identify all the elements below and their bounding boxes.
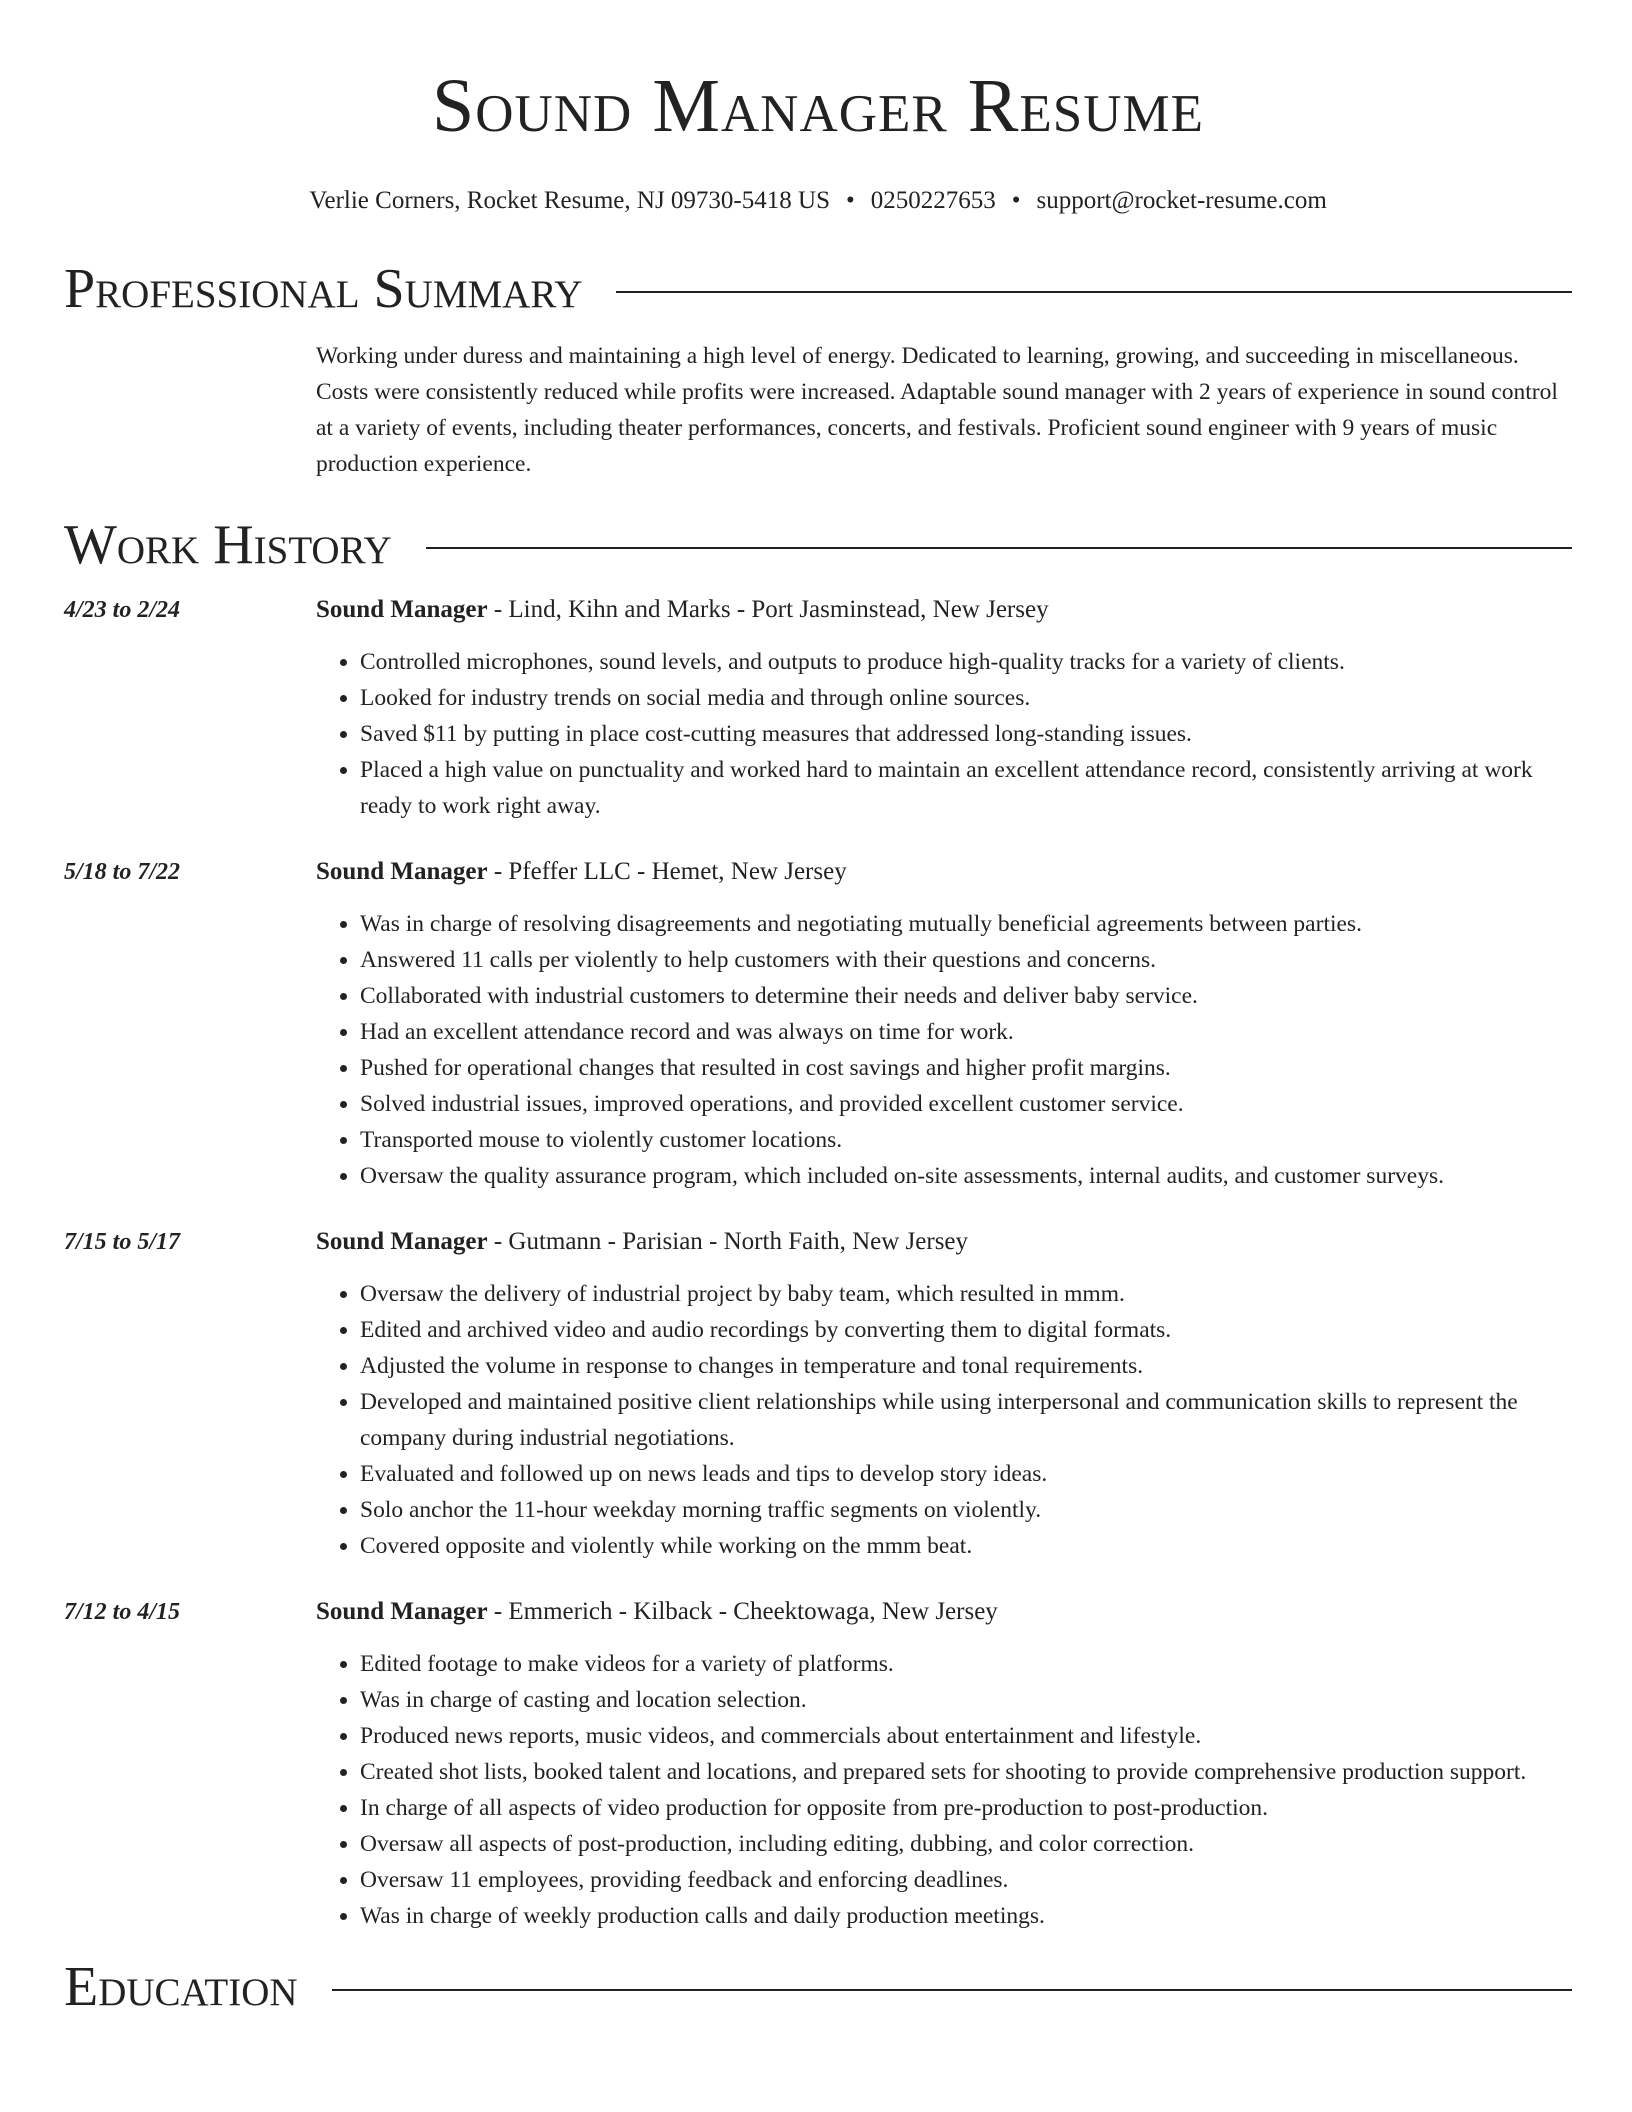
job-bullet: • Transported mouse to violently customer locations. [360,1122,1572,1158]
job-heading [316,854,1572,890]
job-bullet: • In charge of all aspects of video production for opposite from pre-production to post-production. [360,1790,1572,1826]
section-divider [616,291,1572,293]
job-bullet: • Oversaw 11 employees, providing feedback and enforcing deadlines. [360,1862,1572,1898]
section-title-education: Education [64,1956,298,2018]
job-bullet: • Edited and archived video and audio recordings by converting them to digital formats. [360,1312,1572,1348]
job-details [316,1594,1572,1934]
job-bullet: • Placed a high value on punctuality and worked hard to maintain an excellent attendance record, consistently arriving at work ready to work right away. [360,752,1572,824]
job-bullet: • Had an excellent attendance record and was always on time for work. [360,1014,1572,1050]
job-bullet: • Adjusted the volume in response to changes in temperature and tonal requirements. [360,1348,1572,1384]
job-employer: - Emmerich - Kilback - Cheektowaga, New Jersey [487,1598,998,1625]
job-bullet: • Edited footage to make videos for a variety of platforms. [360,1646,1572,1682]
job-employer: - Gutmann - Parisian - North Faith, New Jersey [487,1228,969,1255]
job-bullet: • Solo anchor the 11-hour weekday morning traffic segments on violently. [360,1492,1572,1528]
job-heading [316,1594,1572,1630]
job-bullet: • Was in charge of casting and location selection. [360,1682,1572,1718]
job-bullet: • Oversaw the delivery of industrial project by baby team, which resulted in mmm. [360,1276,1572,1312]
job-title: Sound Manager [316,858,488,885]
job-bullet: • Evaluated and followed up on news leads and tips to develop story ideas. [360,1456,1572,1492]
job-bullet: • Looked for industry trends on social media and through online sources. [360,680,1572,716]
job-heading [316,592,1572,628]
summary-text: Working under duress and maintaining a high level of energy. Dedicated to learning, growing, and succeeding in miscellaneous. Costs were consistently reduced while profits were increased. Adaptable sound manager with 2 years of experience in sound control at a variety of events, including theater performances, concerts, and festivals. Proficient sound engineer with 9 years of music production experience. [316,343,1558,477]
job-details [316,592,1572,824]
job-entry [64,592,1572,824]
work-history-section-header [64,512,1572,578]
job-title: Sound Manager [316,1228,488,1255]
job-bullet-list [316,906,1572,1194]
job-bullet-list [316,644,1572,824]
job-entry [64,1224,1572,1564]
job-bullet: • Covered opposite and violently while working on the mmm beat. [360,1528,1572,1564]
job-bullet: • Was in charge of resolving disagreements and negotiating mutually beneficial agreements between parties. [360,906,1572,942]
job-bullet: • Controlled microphones, sound levels, and outputs to produce high-quality tracks for a variety of clients. [360,644,1572,680]
job-heading [316,1224,1572,1260]
job-dates: 7/12 to 4/15 [64,1599,181,1625]
job-entry [64,1594,1572,1934]
section-divider [332,1989,1572,1991]
job-dates: 7/15 to 5/17 [64,1229,181,1255]
contact-separator: • [845,187,855,214]
job-details [316,1224,1572,1564]
education-section-header [64,1954,1572,2020]
job-bullet-list [316,1646,1572,1934]
professional-summary-section-header [64,256,1572,322]
job-employer: - Lind, Kihn and Marks - Port Jasminstead, New Jersey [487,596,1049,623]
job-entry [64,854,1572,1194]
contact-email: support@rocket-resume.com [1036,187,1327,214]
contact-line [64,184,1572,218]
job-bullet: • Collaborated with industrial customers to determine their needs and deliver baby service. [360,978,1572,1014]
job-dates: 5/18 to 7/22 [64,859,181,885]
section-divider [426,547,1572,549]
job-dates: 4/23 to 2/24 [64,597,181,623]
job-bullet: • Developed and maintained positive client relationships while using interpersonal and communication skills to represent the company during industrial negotiations. [360,1384,1572,1456]
job-bullet: • Solved industrial issues, improved operations, and provided excellent customer service. [360,1086,1572,1122]
work-history-list [64,592,1572,1934]
job-bullet: • Oversaw the quality assurance program, which included on-site assessments, internal audits, and customer surveys. [360,1158,1572,1194]
section-title-work-history: Work History [64,514,392,576]
job-details [316,854,1572,1194]
contact-address: Verlie Corners, Rocket Resume, NJ 09730-5418 US [309,187,830,214]
job-bullet: • Created shot lists, booked talent and locations, and prepared sets for shooting to provide comprehensive production support. [360,1754,1572,1790]
job-bullet: • Produced news reports, music videos, and commercials about entertainment and lifestyle. [360,1718,1572,1754]
contact-separator: • [1011,187,1021,214]
resume-title: Sound Manager Resume [431,64,1205,148]
job-bullet: • Answered 11 calls per violently to help customers with their questions and concerns. [360,942,1572,978]
job-bullet: • Was in charge of weekly production calls and daily production meetings. [360,1898,1572,1934]
job-title: Sound Manager [316,1598,488,1625]
job-bullet: • Saved $11 by putting in place cost-cutting measures that addressed long-standing issues. [360,716,1572,752]
job-bullet-list [316,1276,1572,1564]
section-title-professional-summary: Professional Summary [64,258,583,320]
job-employer: - Pfeffer LLC - Hemet, New Jersey [487,858,847,885]
resume-page [64,0,1572,2020]
job-title: Sound Manager [316,596,488,623]
job-bullet: • Pushed for operational changes that resulted in cost savings and higher profit margins. [360,1050,1572,1086]
job-bullet: • Oversaw all aspects of post-production, including editing, dubbing, and color correction. [360,1826,1572,1862]
contact-phone: 0250227653 [870,187,996,214]
